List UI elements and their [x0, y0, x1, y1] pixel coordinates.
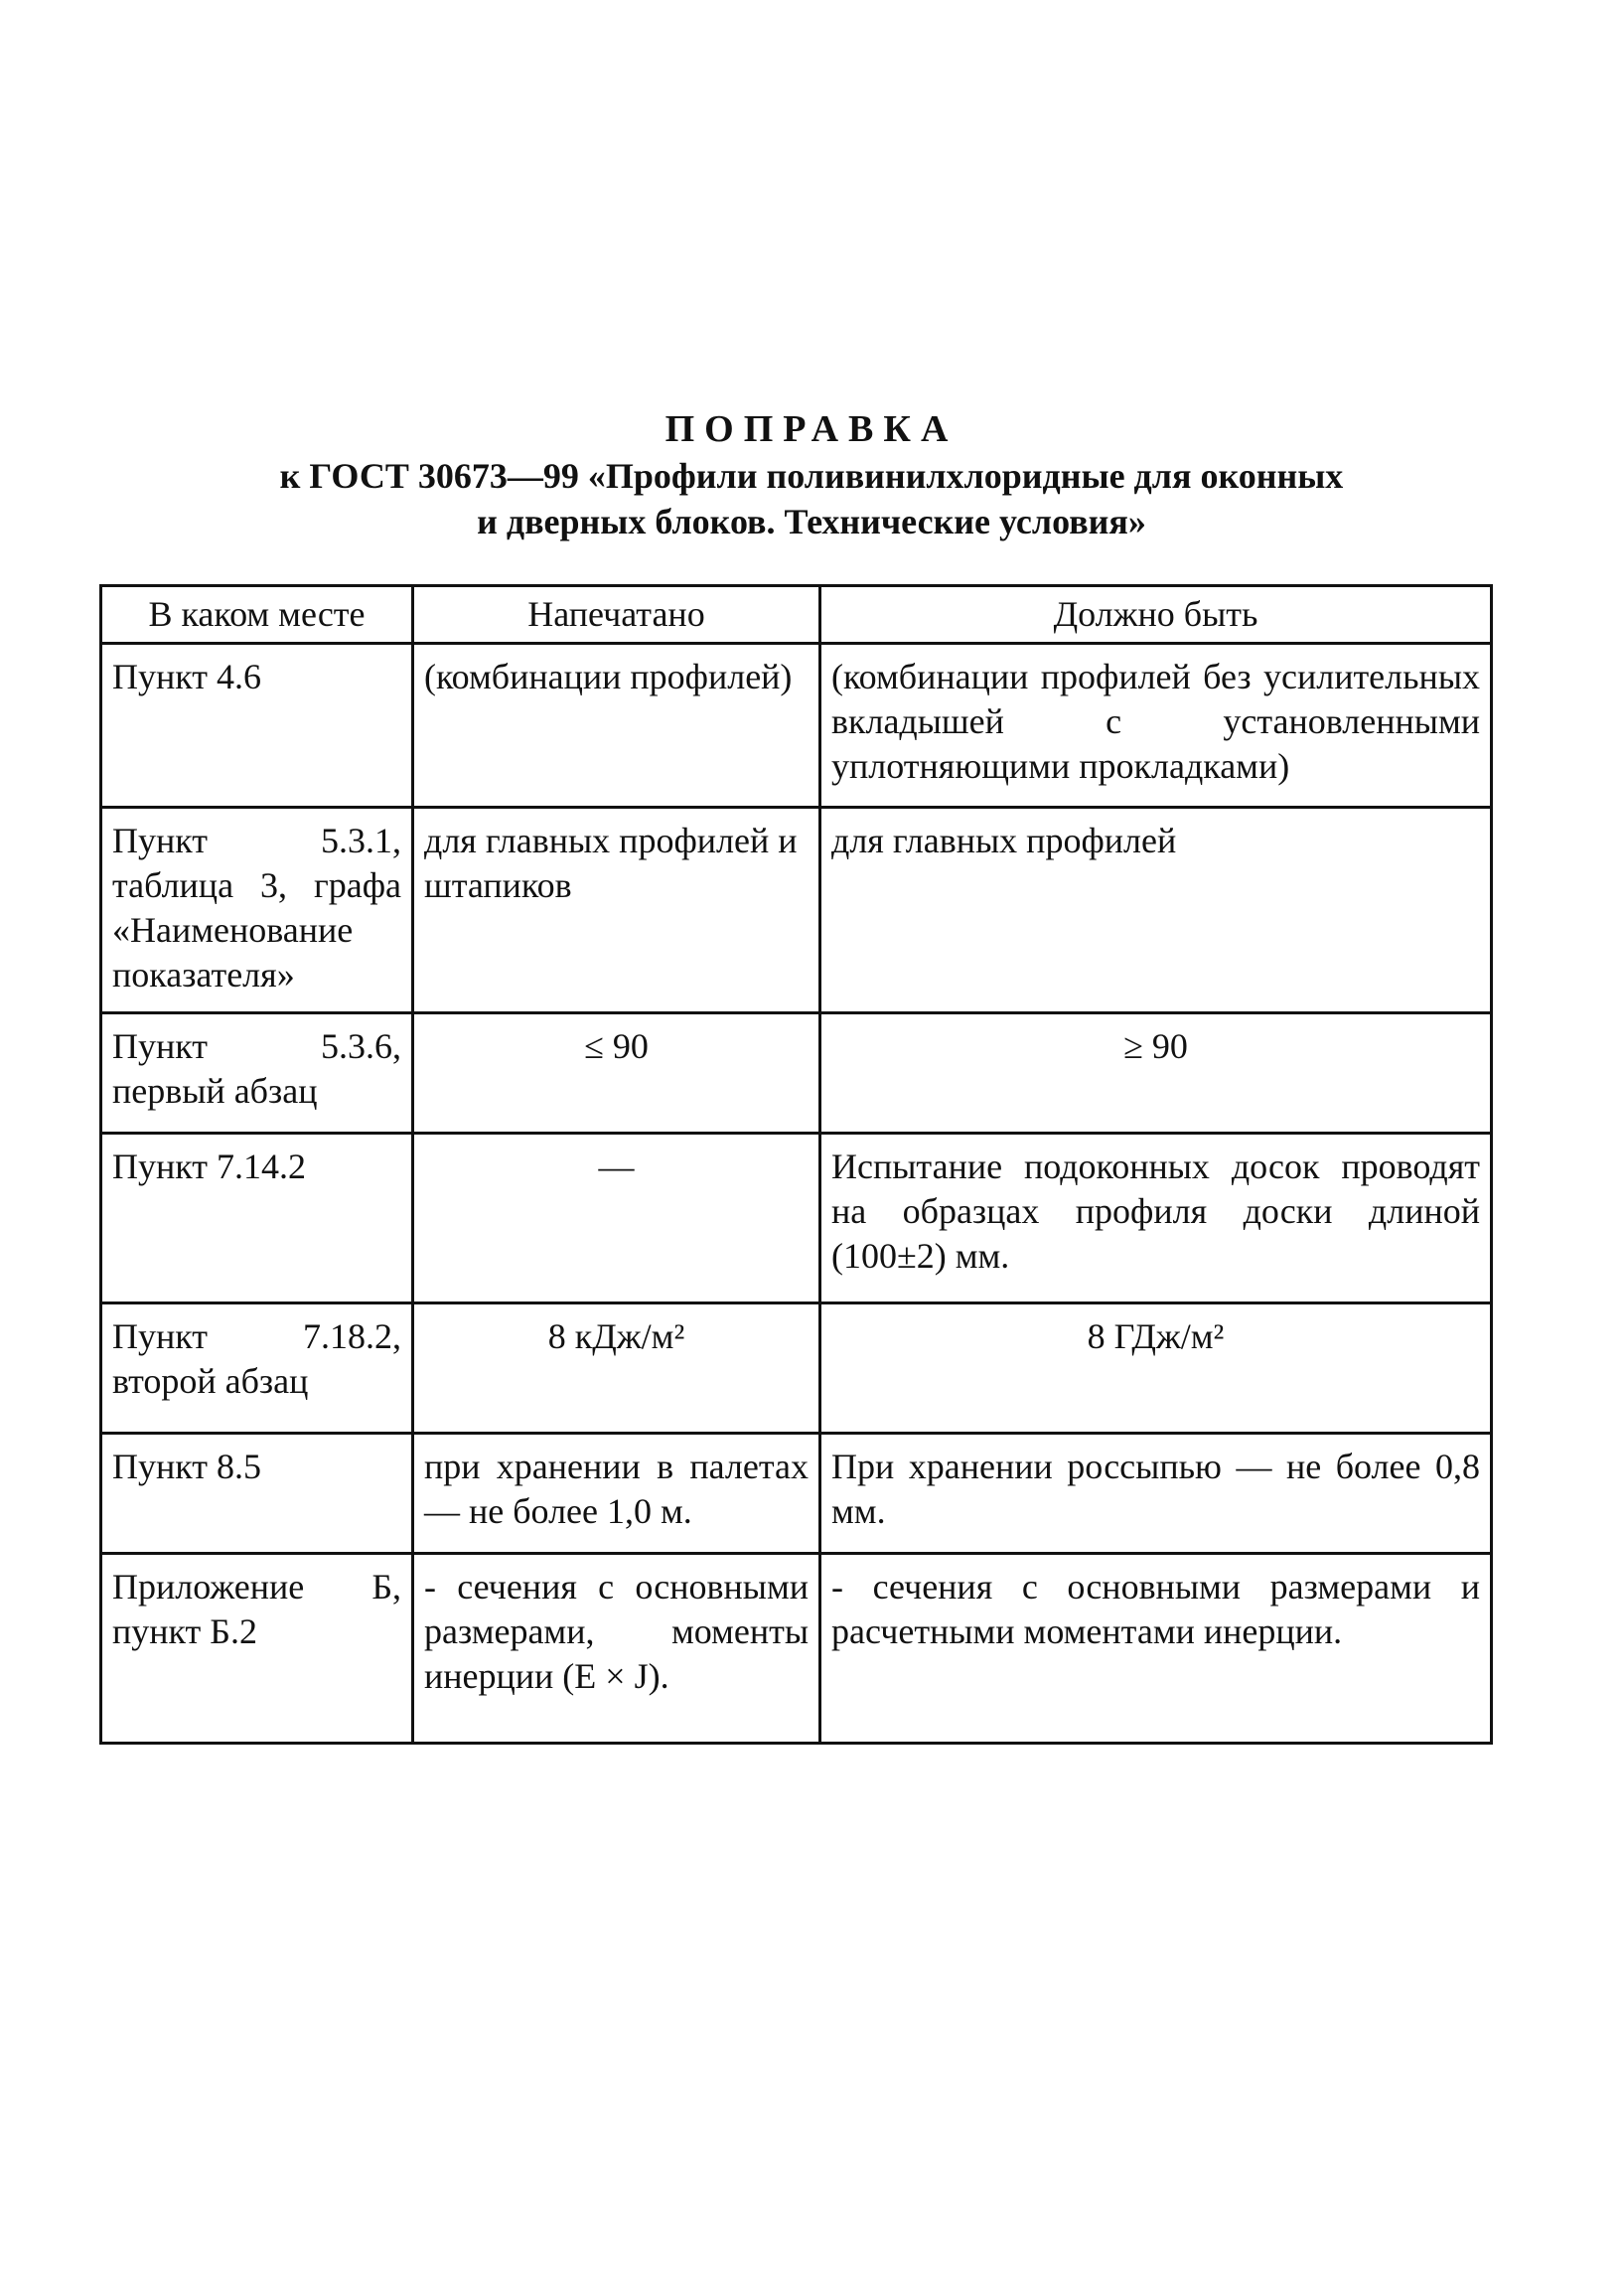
header-place: В каком месте [101, 586, 413, 644]
cell-printed: 8 кДж/м² [413, 1303, 820, 1434]
table-row [101, 1554, 1492, 1744]
cell-should: Испытание подоконных досок проводят на образцах профиля доски длиной (100±2) мм. [820, 1134, 1492, 1303]
title-main: ПОПРАВКА [664, 408, 959, 450]
table-row [101, 1134, 1492, 1303]
table-row [101, 1434, 1492, 1554]
table-row [101, 1013, 1492, 1134]
title-line-1: к ГОСТ 30673—99 «Профили поливинилхлоридные для оконных [279, 456, 1344, 496]
cell-place: Пункт 5.3.1, таблица 3, графа «Наименование показателя» [101, 808, 413, 1013]
cell-should: ≥ 90 [820, 1013, 1492, 1134]
cell-printed: — [413, 1134, 820, 1303]
cell-printed: ≤ 90 [413, 1013, 820, 1134]
cell-printed: для главных профилей и штапиков [413, 808, 820, 1013]
table-row [101, 808, 1492, 1013]
cell-place: Пункт 5.3.6, первый абзац [101, 1013, 413, 1134]
cell-should: 8 ГДж/м² [820, 1303, 1492, 1434]
cell-place: Пункт 4.6 [101, 644, 413, 808]
title-line-2: и дверных блоков. Технические условия» [477, 502, 1146, 541]
table-header-row [101, 586, 1492, 644]
cell-place: Пункт 7.18.2, второй абзац [101, 1303, 413, 1434]
header-printed: Напечатано [413, 586, 820, 644]
cell-place: Пункт 7.14.2 [101, 1134, 413, 1303]
cell-printed: - сечения с основными размерами, моменты инерции (E × J). [413, 1554, 820, 1744]
corrections-table [99, 584, 1493, 1745]
cell-place: Пункт 8.5 [101, 1434, 413, 1554]
cell-printed: при хранении в палетах — не более 1,0 м. [413, 1434, 820, 1554]
document-title [0, 405, 1623, 544]
table-row [101, 644, 1492, 808]
cell-place: Приложение Б, пункт Б.2 [101, 1554, 413, 1744]
header-should: Должно быть [820, 586, 1492, 644]
cell-printed: (комбинации профилей) [413, 644, 820, 808]
cell-should: При хранении россыпью — не более 0,8 мм. [820, 1434, 1492, 1554]
cell-should: - сечения с основными размерами и расчетными моментами инерции. [820, 1554, 1492, 1744]
table-row [101, 1303, 1492, 1434]
cell-should: (комбинации профилей без усилительных вкладышей с установленными уплотняющими прокладками) [820, 644, 1492, 808]
cell-should: для главных профилей [820, 808, 1492, 1013]
